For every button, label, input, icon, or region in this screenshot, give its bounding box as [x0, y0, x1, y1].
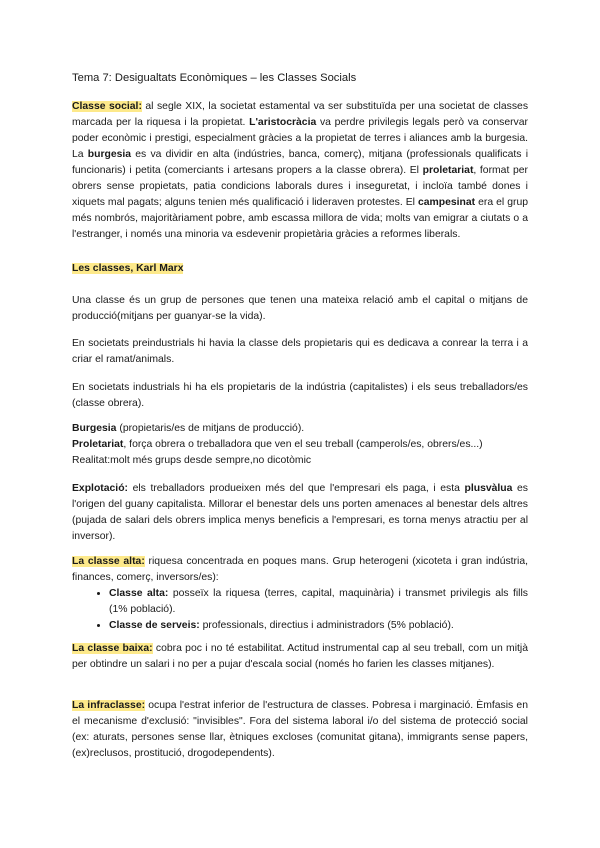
- paragraph-classe-baixa: La classe baixa: cobra poc i no té estabilitat. Actitud instrumental cap al seu treball, com un mitjà per obtindre un salari i no per a pujar d'escala social (només ho farien les classes mitjanes).: [72, 643, 528, 670]
- term-explotacio: Explotació:: [72, 483, 129, 494]
- term-proletariat-marx: Proletariat: [72, 439, 124, 450]
- highlight-classe-baixa: La classe baixa:: [72, 643, 153, 654]
- document-title: Tema 7: Desigualtats Econòmiques – les Classes Socials: [72, 72, 357, 84]
- paragraph-classe-definicio: Una classe és un grup de persones que tenen una mateixa relació amb el capital o mitjans de producció(mitjans per guanyar-se la vida).: [72, 295, 528, 322]
- highlight-classe-alta: La classe alta:: [72, 556, 145, 567]
- highlight-classe-social: Classe social:: [72, 101, 142, 112]
- term-plusvalua: plusvàlua: [464, 483, 513, 494]
- heading-karl-marx: Les classes, Karl Marx: [72, 263, 184, 274]
- list-item: • Classe de serveis: professionals, directius i administradors (5% població).: [109, 618, 528, 634]
- term-proletariat: proletariat: [422, 165, 474, 176]
- paragraph-classe-social: Classe social: al segle XIX, la societat estamental va ser substituïda per una societat de classes marcada per la riquesa i la propietat. L'aristocràcia va perdre privilegis legals però va conservar poder econòmic i prestigi, especialment gràcies a la propietat de terres i aliances amb la burgesia. La burgesia es va dividir en alta (indústries, banca, comerç), mitjana (professionals qualificats i funcionaris) i petita (comerciants i artesans propers a la classe obrera). El proletariat, format per obrers sense propietats, patia condicions laborals dures i inseguretat, i incloïa també dones i xiquets mal pagats; alguns tenien més qualificació i lideraven protestes. El campesinat era el grup més nombrós, majoritàriament pobre, amb escassa millora de vida; molts van emigrar a ciutats o a l'estranger, i només una minoria va esdevenir propietària gràcies a reformes liberals.: [72, 101, 529, 240]
- highlight-infraclasse: La infraclasse:: [72, 700, 146, 711]
- term-aristocracia: L'aristocràcia: [249, 117, 317, 128]
- term-campesinat: campesinat: [417, 197, 476, 208]
- term-burgesia-marx: Burgesia: [72, 423, 117, 434]
- paragraph-infraclasse: La infraclasse: ocupa l'estrat inferior de l'estructura de classes. Pobresa i marginació. Èmfasis en el mecanisme d'exclusió: "invisibles". Fora del sistema laboral i/o del sistema de protecció social (ex: aturats, persones sense llar, ètniques excloses (comunitat gitana), immigrants sense papers, (ex)reclusos, prostitució, drogodependents).: [72, 700, 528, 759]
- paragraph-classe-alta: La classe alta: riquesa concentrada en poques mans. Grup heterogeni (xicoteta i gran indústria, finances, comerç, inversors/es): • Classe alta: posseïx la riquesa (terres, capital, maquinària) i transmet privilegis als fills (1% població). • Classe de serveis: professionals, directius i administradors (5% població).: [72, 554, 528, 634]
- term-burgesia: burgesia: [87, 149, 132, 160]
- list-item: • Classe alta: posseïx la riquesa (terres, capital, maquinària) i transmet privilegis als fills (1% població).: [109, 586, 528, 618]
- classe-alta-list: [72, 586, 528, 634]
- paragraph-explotacio: Explotació: els treballadors produeixen més del que l'empresari els paga, i esta plusvàlua es l'origen del guany capitalista. Millorar el benestar dels uns porten amenaces al benestar dels altres (pujada de salari dels obrers implica menys beneficis a l'empresari, es torna menys atractiu per al inversor).: [72, 483, 528, 542]
- paragraph-industrials: En societats industrials hi ha els propietaris de la indústria (capitalistes) i els seus treballadors/es (classe obrera).: [72, 382, 528, 409]
- paragraph-burgesia-proletariat: Burgesia (propietaris/es de mitjans de producció). Proletariat, força obrera o treballadora que ven el seu treball (camperols/es, obrers/es...) Realitat:molt més grups desde sempre,no dicotòmic: [72, 423, 483, 466]
- paragraph-preindustrials: En societats preindustrials hi havia la classe dels propietaris qui es dedicava a conrear la terra i a criar el ramat/animals.: [72, 338, 528, 365]
